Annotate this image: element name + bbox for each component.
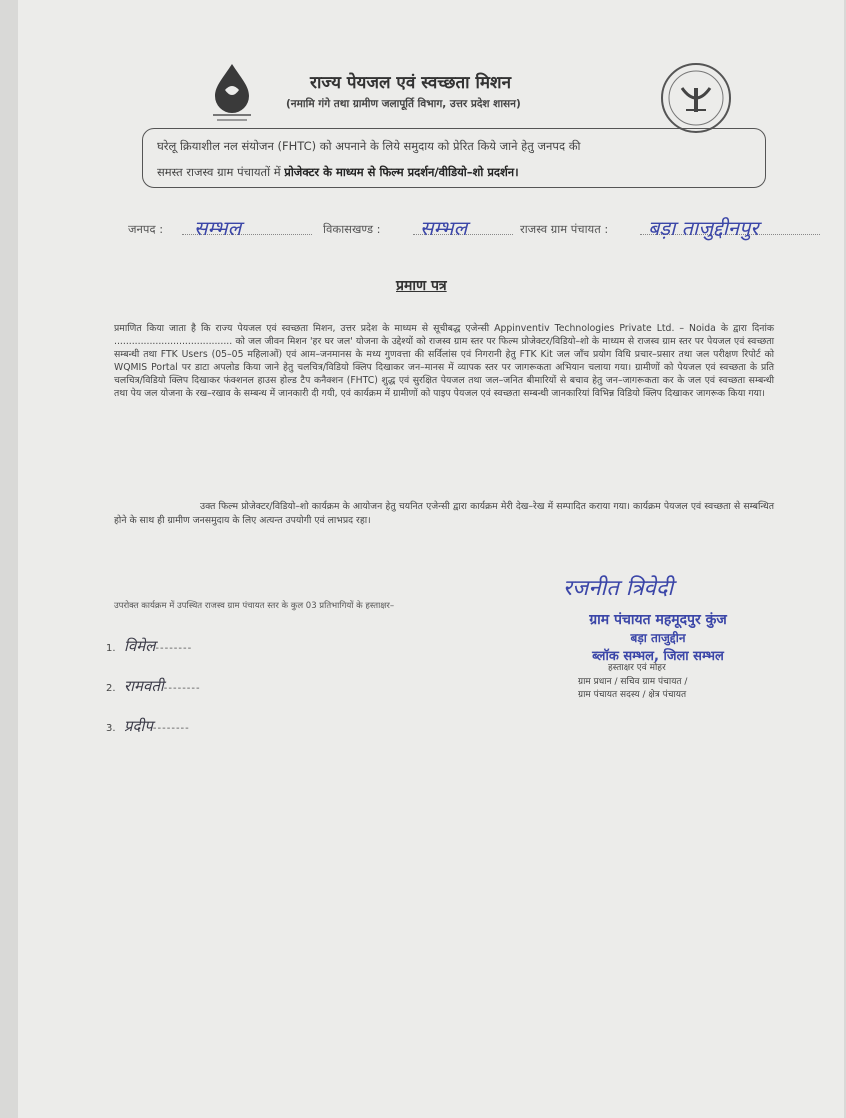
header-title: राज्य पेयजल एवं स्वच्छता मिशन (310, 73, 512, 93)
caption-role-1: ग्राम प्रधान / सचिव ग्राम पंचायत / (578, 676, 688, 687)
caption-role-2: ग्राम पंचायत सदस्य / क्षेत्र पंचायत (578, 690, 687, 700)
attendee-signature: प्रदीप (124, 717, 153, 735)
subject-box (142, 128, 766, 188)
document-page (18, 0, 844, 1118)
district-label: जनपद : (128, 222, 164, 236)
attendee-3 (106, 716, 190, 736)
location-fields (128, 214, 828, 254)
attendee-signature: विमेल (124, 637, 156, 655)
block-value: सम्भल (420, 216, 468, 240)
certificate-paragraph-2: उक्त फिल्म प्रोजेक्टर/विडियो–शो कार्यक्रम के आयोजन हेतु चयनित एजेन्सी द्वारा कार्यक्रम मेरी देख–रेख में सम्पादित कराया गया। कार्यक्रम पेयजल एवं स्वच्छता से सम्बन्धित होने के साथ ही ग्रामीण जनसमुदाय के लिए अत्यन्त उपयोगी एवं लाभप्रद रहा। (114, 501, 774, 526)
caption-sign-seal: हस्ताक्षर एवं मोहर (608, 663, 666, 673)
subject-line-2-bold: प्रोजेक्टर के माध्यम से फिल्म प्रदर्शन/वीडियो–शो प्रदर्शन। (284, 165, 519, 179)
attendee-number: 3. (106, 723, 116, 734)
certificate-paragraph-1: प्रमाणित किया जाता है कि राज्य पेयजल एवं स्वच्छता मिशन, उत्तर प्रदेश के माध्यम से सूचीबद्ध एजेन्सी Appinventiv Technologies Private Ltd. – Noida के द्वारा दिनांक ........................................ को जल जीवन मिशन 'हर घर जल' योजना के उद्देश्यों को राजस्व ग्राम स्तर पर फिल्म प्रोजेक्टर/विडियो–शो के माध्यम से राजस्व ग्राम स्तर पर पेयजल एवं स्वच्छता सम्बन्धी तथा FTK Users (05–05 महिलाओं) एवं आम–जनमानस के मध्य गुणवत्ता की सर्विलांस एवं निगरानी हेतु FTK Kit जल जाँच प्रयोग विधि प्रचार–प्रसार तथा जल परीक्षण रिपोर्ट को WQMIS Portal पर डाटा अपलोड किया जाने हेतु चलचित्र/विडियो क्लिप दिखाकर जन–मानस में व्यापक स्तर पर जागरूकता अभियान चलाया गया। ग्रामीणों को पेयजल एवं स्वच्छता के प्रति चलचित्र/विडियो क्लिप दिखाकर फंक्शनल हाउस होल्ड टैप कनैक्शन (FHTC) शुद्ध एवं सुरक्षित पेयजल तथा जल–जनित बीमारियों से बचाव हेतु जन–जागरूकता कर के जल एवं स्वच्छता सम्बन्धी तथा पेय जल योजना के रख–रखाव के सम्बन्ध में जानकारी दी गयी, एवं कार्यक्रम में ग्रामीणों को पाइप पेयजल एवं स्वच्छता सम्बन्धी जानकारियां विभिन्न विडियो क्लिप दिखाकर जागरूक किया गया। (114, 323, 774, 400)
header-subtitle: (नमामि गंगे तथा ग्रामीण जलापूर्ति विभाग, उत्तर प्रदेश शासन) (286, 98, 521, 110)
attendee-dash: -------- (152, 723, 190, 734)
attendee-2 (106, 676, 201, 696)
attendee-signature: रामवती (124, 677, 164, 695)
subject-line-2-prefix: समस्त राजस्व ग्राम पंचायतों में (157, 165, 285, 179)
panchayat-value: बड़ा ताजुद्दीनपुर (648, 216, 759, 240)
attendee-1 (106, 636, 192, 656)
jal-jeevan-logo (201, 60, 263, 126)
up-emblem-icon (656, 58, 736, 138)
stamp-line-2: बड़ा ताजुद्दीन (630, 631, 686, 645)
attendee-dash: -------- (163, 683, 201, 694)
district-value: सम्भल (194, 216, 242, 240)
subject-line-2 (157, 159, 751, 185)
stamp-line-3: ब्लॉक सम्भल, जिला सम्भल (592, 649, 724, 664)
attendee-number: 2. (106, 683, 116, 694)
stamp-line-1: ग्राम पंचायत महमूदपुर कुंज (589, 612, 727, 628)
panchayat-stamp (553, 610, 763, 664)
signatory-caption (578, 662, 778, 703)
attendance-caption: उपरोक्त कार्यक्रम में उपस्थित राजस्व ग्राम पंचायत स्तर के कुल 03 प्रतिभागियों के हस्ताक्षर– (114, 601, 395, 611)
head-signature: रजनीत त्रिवेदी (563, 576, 674, 601)
subject-line-1: घरेलू क्रियाशील नल संयोजन (FHTC) को अपनाने के लिये समुदाय को प्रेरित किये जाने हेतु जनपद की (157, 139, 581, 153)
attendee-dash: -------- (155, 643, 193, 654)
panchayat-label: राजस्व ग्राम पंचायत : (520, 222, 609, 236)
attendee-number: 1. (106, 643, 116, 654)
certificate-title: प्रमाण पत्र (396, 278, 447, 294)
block-label: विकासखण्ड : (323, 222, 381, 236)
